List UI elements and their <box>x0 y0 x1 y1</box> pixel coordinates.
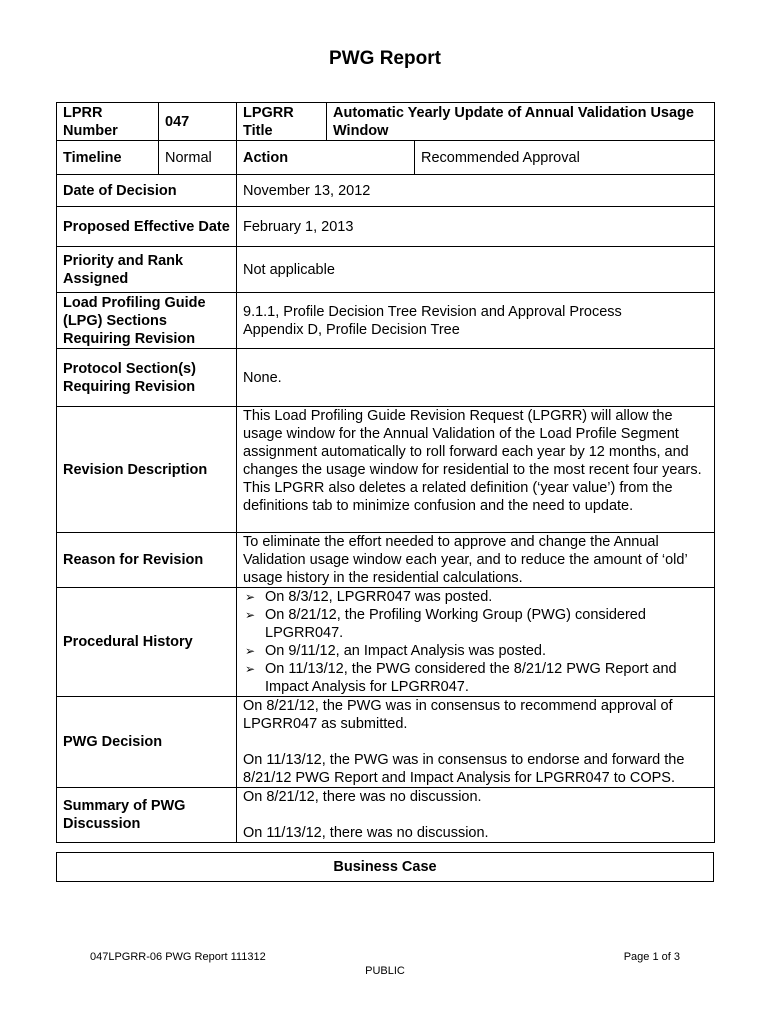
effective-date-value: February 1, 2013 <box>237 207 715 247</box>
footer-classification: PUBLIC <box>365 965 405 977</box>
lprr-number-label: LPRR Number <box>57 103 159 141</box>
date-of-decision-label: Date of Decision <box>57 175 237 207</box>
arrow-bullet-icon: ➢ <box>245 590 256 604</box>
row-summary <box>57 788 715 843</box>
report-table <box>56 102 715 843</box>
row-procedural-history <box>57 588 715 697</box>
summary-label: Summary of PWG Discussion <box>57 788 237 843</box>
pwg-decision-value <box>237 697 715 788</box>
row-priority <box>57 247 715 293</box>
row-lpg-sections <box>57 293 715 349</box>
timeline-value: Normal <box>159 141 237 175</box>
row-effective-date <box>57 207 715 247</box>
list-item: ➢ On 8/21/12, the Profiling Working Group (PWG) considered LPGRR047. <box>245 607 646 641</box>
list-item: ➢ On 9/11/12, an Impact Analysis was posted. <box>245 643 547 659</box>
procedural-history-label: Procedural History <box>57 588 237 697</box>
action-label: Action <box>237 141 415 175</box>
reason-value: To eliminate the effort needed to approve and change the Annual Validation usage window each year, and to reduce the amount of ‘old’ usage history in the residential calculations. <box>237 533 715 588</box>
revision-description-label: Revision Description <box>57 407 237 533</box>
row-reason <box>57 533 715 588</box>
arrow-bullet-icon: ➢ <box>245 644 256 658</box>
lpg-sections-value <box>237 293 715 349</box>
priority-value: Not applicable <box>237 247 715 293</box>
protocol-sections-value: None. <box>237 349 715 407</box>
protocol-sections-label: Protocol Section(s) Requiring Revision <box>57 349 237 407</box>
lpg-section-line-1: 9.1.1, Profile Decision Tree Revision and Approval Process <box>243 303 622 320</box>
lprr-number-value: 047 <box>159 103 237 141</box>
revision-description-value: This Load Profiling Guide Revision Request (LPGRR) will allow the usage window for the Annual Validation of the Load Profile Segment assignment automatically to roll forward each year by 12 months, and changes the usage window for residential to the most recent four years. This LPGRR also deletes a related definition (‘year value’) from the definitions tab to minimize confusion and the need to update. <box>237 407 715 533</box>
priority-label: Priority and Rank Assigned <box>57 247 237 293</box>
list-item: ➢ On 8/3/12, LPGRR047 was posted. <box>245 589 493 605</box>
procedural-history-value <box>237 588 715 697</box>
summary-para-1: On 8/21/12, there was no discussion. <box>243 789 482 805</box>
lpgrr-title-label: LPGRR Title <box>237 103 327 141</box>
header-row-2 <box>57 141 715 175</box>
footer-document-id: 047LPGRR-06 PWG Report 111312 <box>90 951 266 963</box>
business-case-heading: Business Case <box>56 852 714 882</box>
row-date-of-decision <box>57 175 715 207</box>
reason-label: Reason for Revision <box>57 533 237 588</box>
row-protocol-sections <box>57 349 715 407</box>
pwg-decision-para-2: On 11/13/12, the PWG was in consensus to endorse and forward the 8/21/12 PWG Report and Impact Analysis for LPGRR047 to COPS. <box>243 752 685 786</box>
summary-value <box>237 788 715 843</box>
arrow-bullet-icon: ➢ <box>245 662 256 676</box>
arrow-bullet-icon: ➢ <box>245 608 256 622</box>
row-revision-description <box>57 407 715 533</box>
effective-date-label: Proposed Effective Date <box>57 207 237 247</box>
list-item: ➢ On 11/13/12, the PWG considered the 8/21/12 PWG Report and Impact Analysis for LPGRR047. <box>245 661 677 695</box>
page-title: PWG Report <box>329 48 441 69</box>
timeline-label: Timeline <box>57 141 159 175</box>
footer-page-number: Page 1 of 3 <box>623 951 680 963</box>
lpgrr-title-value: Automatic Yearly Update of Annual Validation Usage Window <box>327 103 715 141</box>
row-pwg-decision <box>57 697 715 788</box>
action-value: Recommended Approval <box>415 141 715 175</box>
pwg-decision-label: PWG Decision <box>57 697 237 788</box>
summary-para-2: On 11/13/12, there was no discussion. <box>243 825 489 841</box>
procedural-history-list <box>243 588 708 696</box>
pwg-decision-para-1: On 8/21/12, the PWG was in consensus to recommend approval of LPGRR047 as submitted. <box>243 698 673 732</box>
lpg-sections-label: Load Profiling Guide (LPG) Sections Requiring Revision <box>57 293 237 349</box>
lpg-section-line-2: Appendix D, Profile Decision Tree <box>243 321 460 338</box>
date-of-decision-value: November 13, 2012 <box>237 175 715 207</box>
header-row-1 <box>57 103 715 141</box>
